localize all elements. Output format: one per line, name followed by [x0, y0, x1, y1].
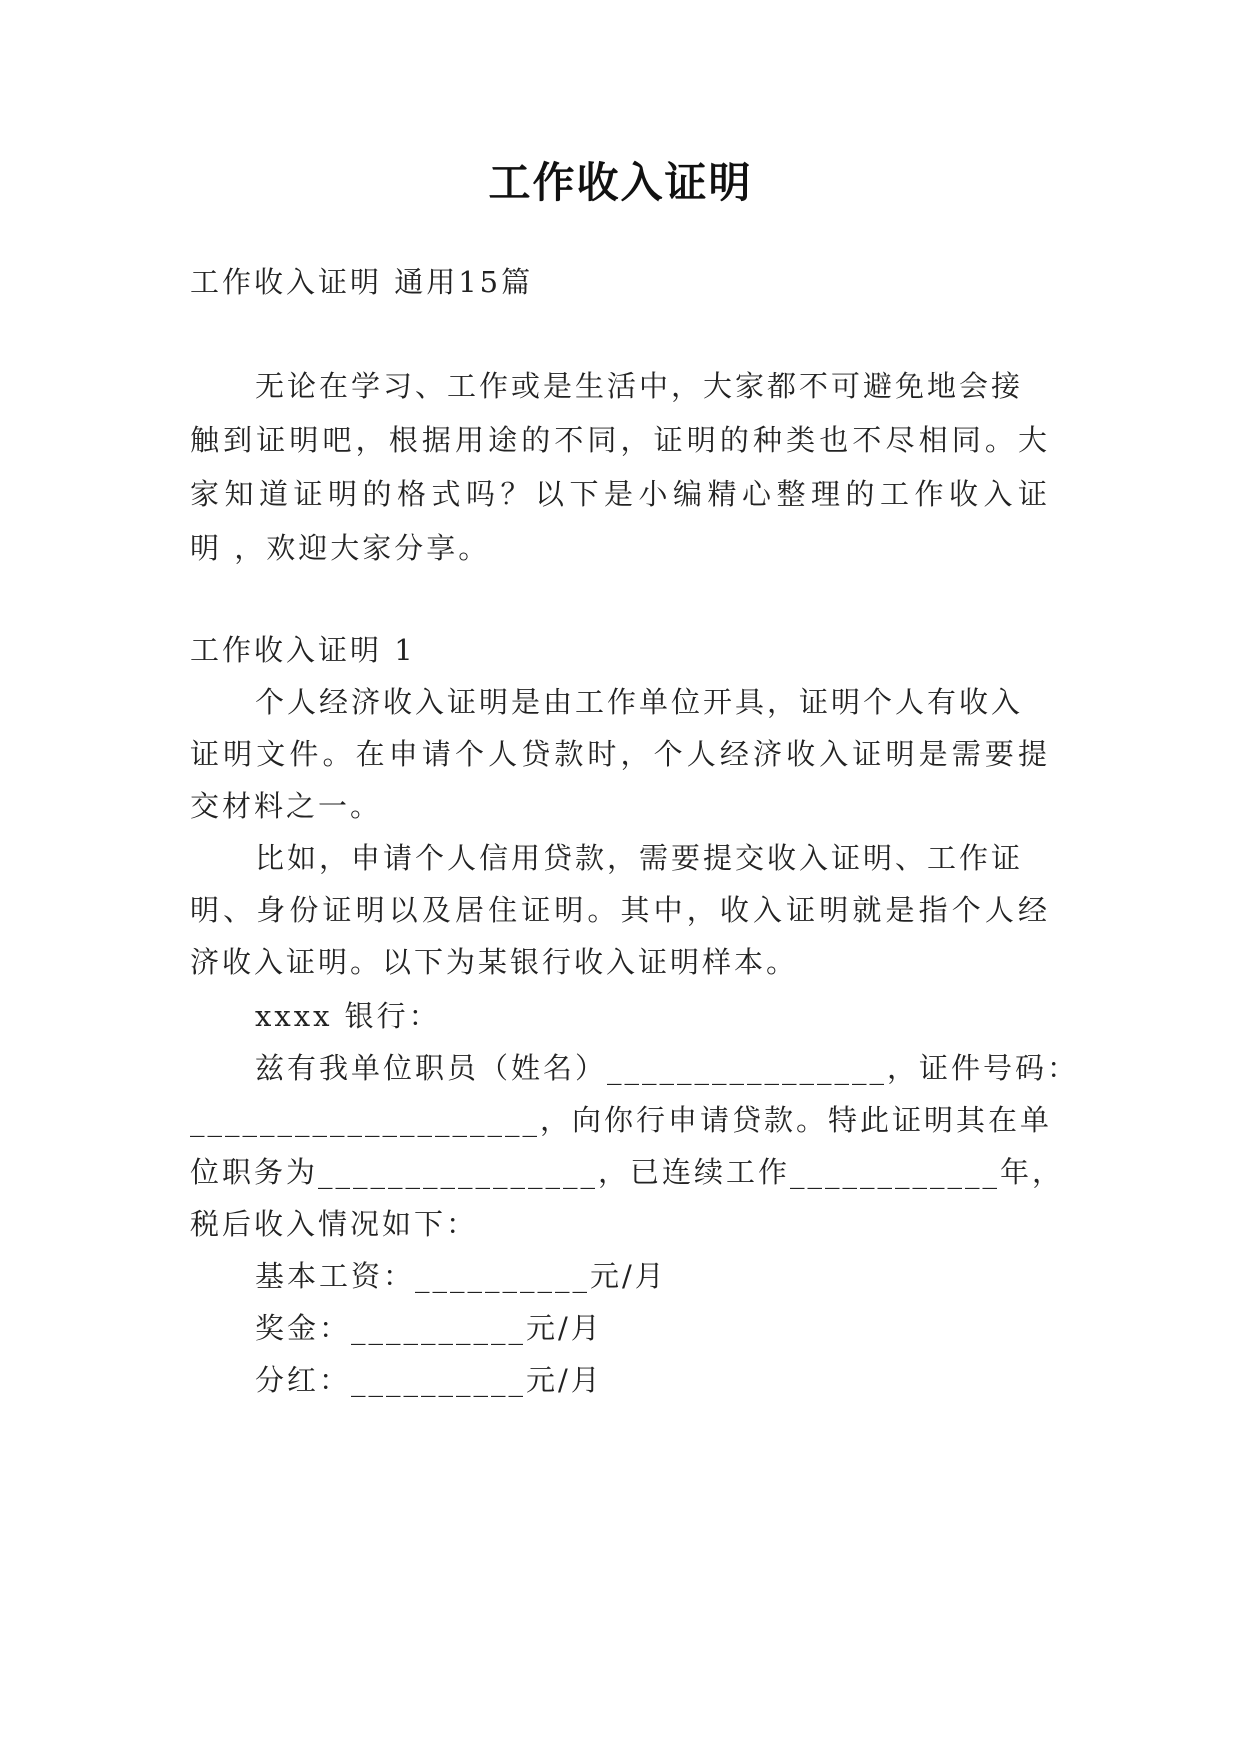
- section-heading: 工作收入证明 1: [190, 633, 416, 667]
- bank-line: xxxx 银行：: [255, 999, 441, 1033]
- document-subtitle: 工作收入证明 通用15篇: [190, 265, 534, 299]
- intro-line-4: 明 ，欢迎大家分享。: [190, 531, 491, 565]
- form-line-2: ____________________，向你行申请贷款。特此证明其在单: [190, 1103, 1053, 1137]
- para1-line-1: 个人经济收入证明是由工作单位开具，证明个人有收入: [255, 685, 1024, 719]
- intro-line-2: 触到证明吧，根据用途的不同，证明的种类也不尽相同。大: [190, 423, 1050, 457]
- item-dividend: 分红：__________元/月: [255, 1363, 603, 1397]
- para2-line-1: 比如，申请个人信用贷款，需要提交收入证明、工作证: [255, 841, 1024, 875]
- form-line-1: 兹有我单位职员（姓名）________________，证件号码：: [255, 1051, 1080, 1085]
- para2-line-2: 明、身份证明以及居住证明。其中，收入证明就是指个人经: [190, 893, 1050, 927]
- item-bonus: 奖金：__________元/月: [255, 1311, 603, 1345]
- para1-line-3: 交材料之一。: [190, 789, 383, 823]
- form-line-3: 位职务为________________，已连续工作____________年，: [190, 1155, 1065, 1189]
- form-line-4: 税后收入情况如下：: [190, 1207, 479, 1241]
- para2-line-3: 济收入证明。以下为某银行收入证明样本。: [190, 945, 799, 979]
- item-basic-salary: 基本工资：__________元/月: [255, 1259, 667, 1293]
- document-title: 工作收入证明: [488, 158, 753, 207]
- intro-line-1: 无论在学习、工作或是生活中，大家都不可避免地会接: [255, 369, 1024, 403]
- intro-line-3: 家知道证明的格式吗？以下是小编精心整理的工作收入证: [190, 477, 1050, 511]
- para1-line-2: 证明文件。在申请个人贷款时，个人经济收入证明是需要提: [190, 737, 1050, 771]
